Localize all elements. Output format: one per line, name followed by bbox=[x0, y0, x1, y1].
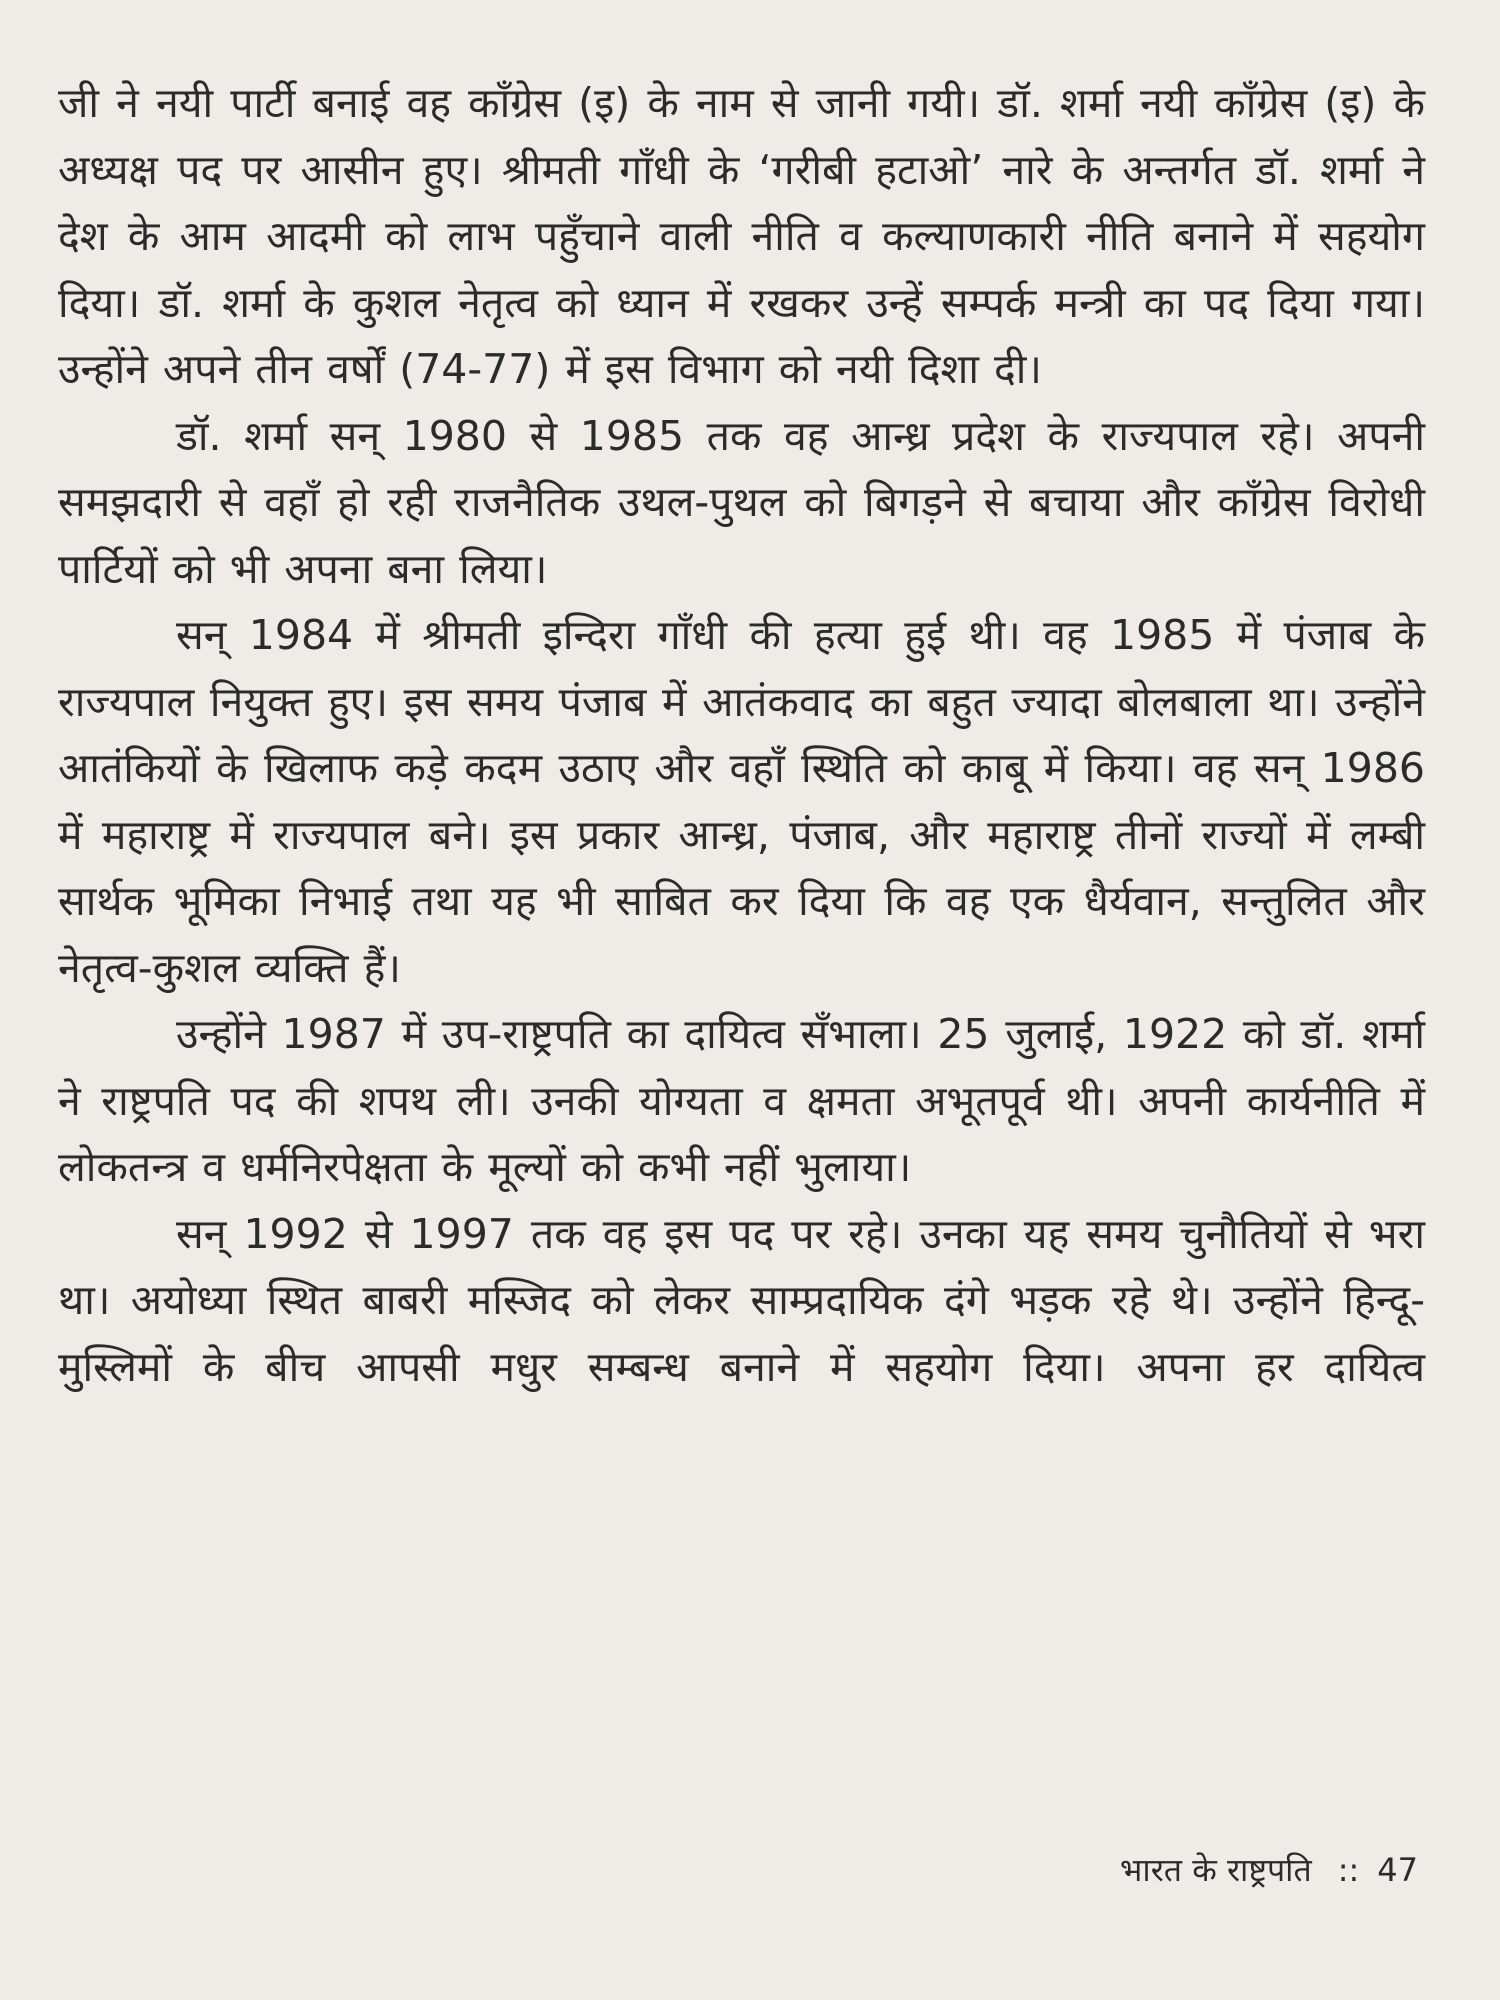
paragraph-3: सन् 1984 में श्रीमती इन्दिरा गाँधी की हत्या हुई थी। वह 1985 में पंजाब के राज्यपाल नियुक्त हुए। इस समय पंजाब में आतंकवाद का बहुत ज्यादा बोलबाला था। उन्होंने आतंकियों के खिलाफ कड़े कदम उठाए और वहाँ स्थिति को काबू में किया। वह सन् 1986 में महाराष्ट्र में राज्यपाल बने। इस प्रकार आन्ध्र, पंजाब, और महाराष्ट्र तीनों राज्यों में लम्बी सार्थक भूमिका निभाई तथा यह भी साबित कर दिया कि वह एक धैर्यवान, सन्तुलित और नेतृत्व-कुशल व्यक्ति हैं। bbox=[58, 611, 1425, 992]
paragraph-2: डॉ. शर्मा सन् 1980 से 1985 तक वह आन्ध्र प्रदेश के राज्यपाल रहे। अपनी समझदारी से वहाँ हो रही राजनैतिक उथल-पुथल को बिगड़ने से बचाया और काँग्रेस विरोधी पार्टियों को भी अपना बना लिया। bbox=[58, 411, 1425, 593]
page-footer bbox=[1120, 1850, 1418, 1890]
paragraph-4: उन्होंने 1987 में उप-राष्ट्रपति का दायित्व सँभाला। 25 जुलाई, 1922 को डॉ. शर्मा ने राष्ट्रपति पद की शपथ ली। उनकी योग्यता व क्षमता अभूतपूर्व थी। अपनी कार्यनीति में लोकतन्त्र व धर्मनिरपेक्षता के मूल्यों को कभी नहीं भुलाया। bbox=[58, 1010, 1425, 1191]
running-title: भारत के राष्ट्रपति bbox=[1119, 1851, 1312, 1889]
page-number: 47 bbox=[1377, 1851, 1418, 1889]
paragraph-5: सन् 1992 से 1997 तक वह इस पद पर रहे। उनका यह समय चुनौतियों से भरा था। अयोध्या स्थित बाबरी मस्जिद को लेकर साम्प्रदायिक दंगे भड़क रहे थे। उन्होंने हिन्दू-मुस्लिमों के बीच आपसी मधुर सम्बन्ध बनाने में सहयोग दिया। अपना हर दायित्व bbox=[58, 1209, 1425, 1391]
paragraph-1: जी ने नयी पार्टी बनाई वह काँग्रेस (इ) के नाम से जानी गयी। डॉ. शर्मा नयी काँग्रेस (इ) के अध्यक्ष पद पर आसीन हुए। श्रीमती गाँधी के ‘गरीबी हटाओ’ नारे के अन्तर्गत डॉ. शर्मा ने देश के आम आदमी को लाभ पहुँचाने वाली नीति व कल्याणकारी नीति बनाने में सहयोग दिया। डॉ. शर्मा के कुशल नेतृत्व को ध्यान में रखकर उन्हें सम्पर्क मन्त्री का पद दिया गया। उन्होंने अपने तीन वर्षों (74-77) में इस विभाग को नयी दिशा दी। bbox=[58, 79, 1425, 393]
footer-separator: :: bbox=[1337, 1851, 1360, 1889]
